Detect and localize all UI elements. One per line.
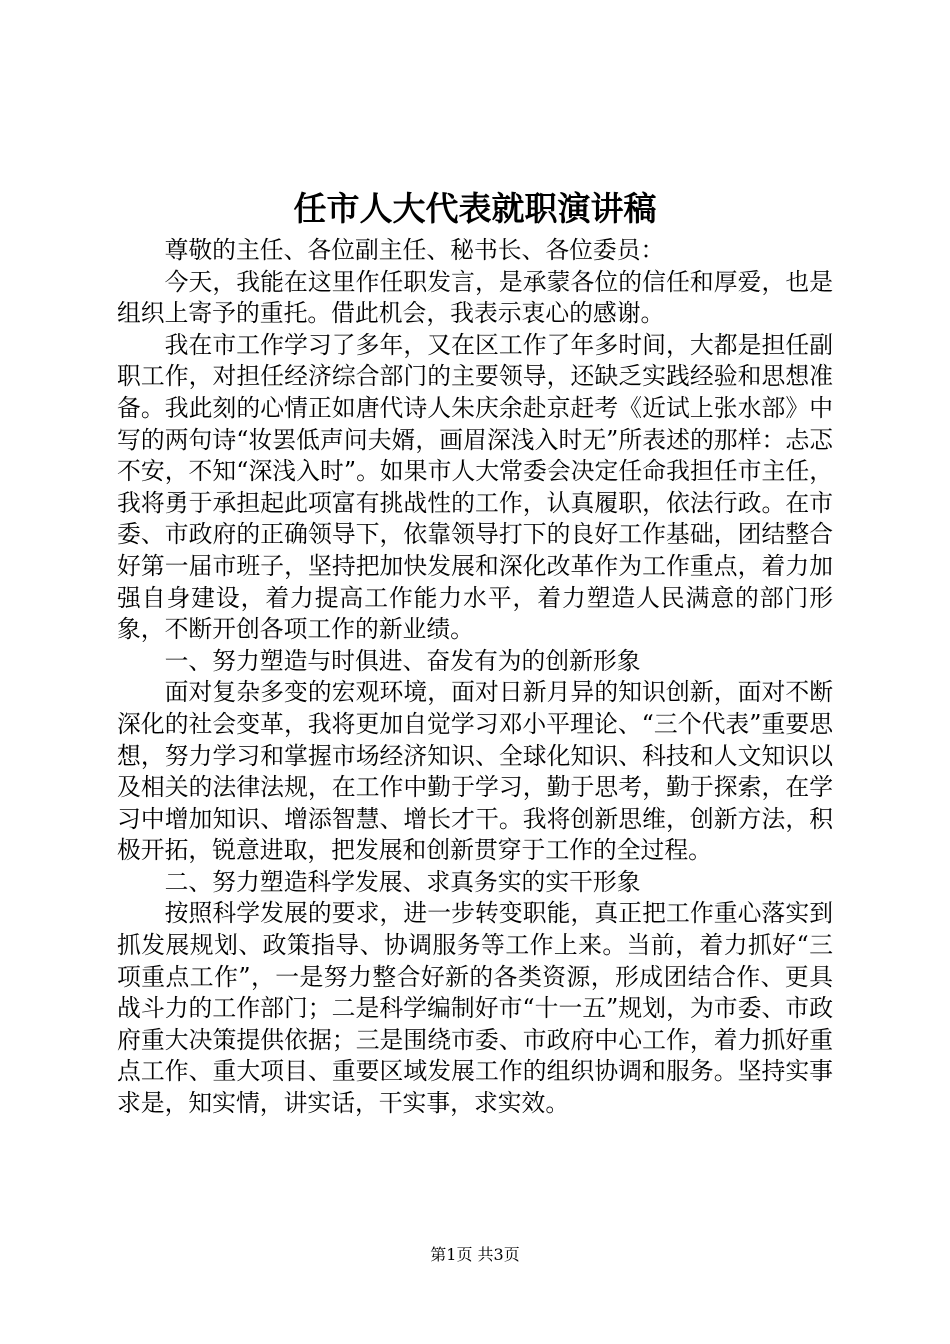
body-paragraph: 我在市工作学习了多年，又在区工作了年多时间，大都是担任副职工作，对担任经济综合部门的主要领导，还缺乏实践经验和思想准备。我此刻的心情正如唐代诗人朱庆余赴京赶考《近试上张水部》中写的两句诗“妆罢低声问夫婿，画眉深浅入时无”所表述的那样：忐忑不安，不知“深浅入时”。如果市人大常委会决定任命我担任市主任，我将勇于承担起此项富有挑战性的工作，认真履职，依法行政。在市委、市政府的正确领导下，依靠领导打下的良好工作基础，团结整合好第一届市班子，坚持把加快发展和深化改革作为工作重点，着力加强自身建设，着力提高工作能力水平，着力塑造人民满意的部门形象，不断开创各项工作的新业绩。 [117, 330, 833, 644]
page-indicator: 第1页 共3页 [430, 1245, 520, 1264]
document-body [117, 235, 833, 1120]
salutation-paragraph: 尊敬的主任、各位副主任、秘书长、各位委员： [164, 236, 665, 264]
page-footer [0, 1245, 950, 1265]
body-paragraph: 面对复杂多变的宏观环境，面对日新月异的知识创新，面对不断深化的社会变革，我将更加自觉学习邓小平理论、“三个代表”重要思想，努力学习和掌握市场经济知识、全球化知识、科技和人文知识以及相关的法律法规，在工作中勤于学习，勤于思考，勤于探索，在学习中增加知识、增添智慧、增长才干。我将创新思维，创新方法，积极开拓，锐意进取，把发展和创新贯穿于工作的全过程。 [117, 678, 833, 865]
section-heading: 一、努力塑造与时俱进、奋发有为的创新形象 [164, 646, 641, 675]
body-paragraph: 今天，我能在这里作任职发言，是承蒙各位的信任和厚爱，也是组织上寄予的重托。借此机会，我表示衷心的感谢。 [117, 267, 833, 328]
document-page [117, 0, 833, 1344]
section-heading: 二、努力塑造科学发展、求真务实的实干形象 [164, 867, 641, 896]
document-title: 任市人大代表就职演讲稿 [293, 189, 657, 228]
body-paragraph: 按照科学发展的要求，进一步转变职能，真正把工作重心落实到抓发展规划、政策指导、协调服务等工作上来。当前，着力抓好“三项重点工作”，一是努力整合好新的各类资源，形成团结合作、更具战斗力的工作部门；二是科学编制好市“十一五”规划，为市委、市政府重大决策提供依据；三是围绕市委、市政府中心工作，着力抓好重点工作、重大项目、重要区域发展工作的组织协调和服务。坚持实事求是，知实情，讲实话，干实事，求实效。 [117, 899, 833, 1118]
